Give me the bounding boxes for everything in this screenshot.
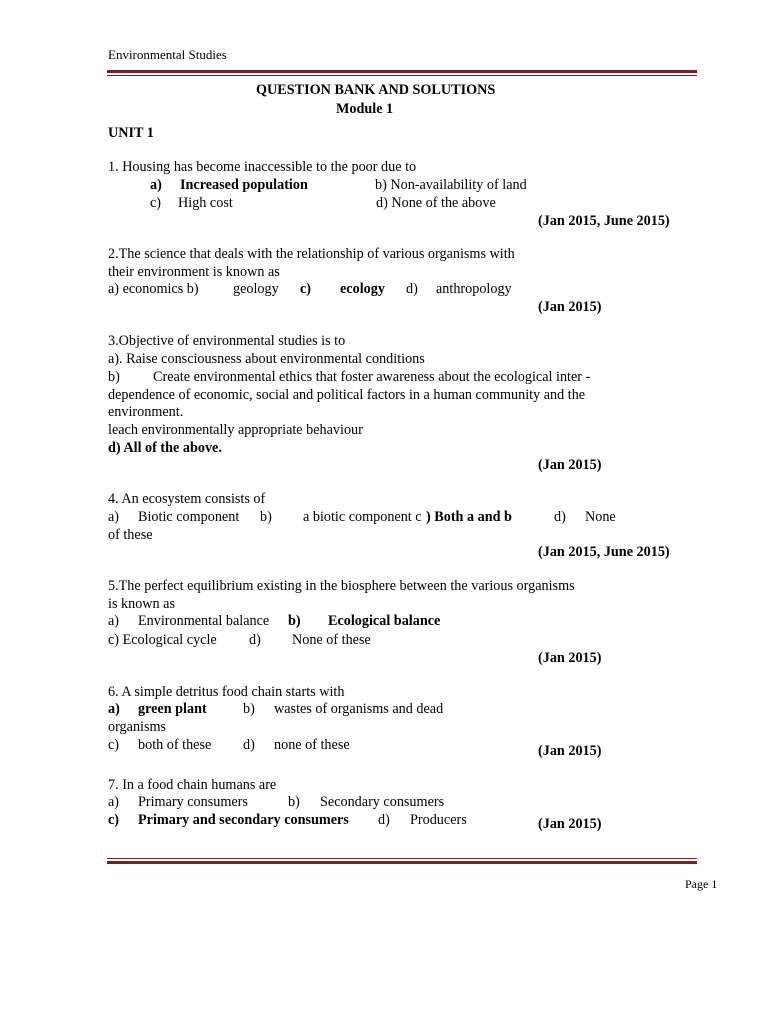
q1-option-d: d) None of the above	[376, 195, 496, 211]
q2-option-d-letter: d)	[406, 281, 418, 297]
q2-source: (Jan 2015)	[538, 299, 602, 315]
header-rule-thick	[107, 70, 697, 73]
q2-option-d: anthropology	[436, 281, 512, 297]
q7-question: 7. In a food chain humans are	[108, 777, 277, 793]
q4-source: (Jan 2015, June 2015)	[538, 544, 670, 560]
q5-option-a: Environmental balance	[138, 613, 270, 629]
q6-source: (Jan 2015)	[538, 743, 602, 759]
q5-question-line1: 5.The perfect equilibrium existing in the biosphere between the various organisms	[108, 578, 575, 594]
q4-option-b: a biotic component c	[303, 509, 422, 525]
q6-option-d: none of these	[274, 737, 350, 753]
q6-option-a-answer: green plant	[138, 701, 207, 717]
q7-option-c-letter: c)	[108, 812, 120, 828]
q2-question-line1: 2.The science that deals with the relationship of various organisms with	[108, 246, 515, 262]
q6-question: 6. A simple detritus food chain starts with	[108, 684, 345, 700]
q5-source: (Jan 2015)	[538, 650, 602, 666]
q3-question: 3.Objective of environmental studies is to	[108, 333, 346, 349]
footer-rule-thick	[107, 861, 697, 864]
header-rule-thin	[107, 75, 697, 76]
q1-option-c-letter: c)	[150, 195, 162, 211]
q4-option-d-line2: of these	[108, 527, 153, 543]
q3-option-b-line2: dependence of economic, social and political factors in a human community and the	[108, 387, 586, 403]
q3-option-c: leach environmentally appropriate behaviour	[108, 422, 363, 438]
q4-option-d-letter: d)	[554, 509, 566, 525]
q6-option-c-letter: c)	[108, 737, 120, 753]
q7-option-a: Primary consumers	[138, 794, 248, 810]
q6-option-b-line2: organisms	[108, 719, 167, 735]
q1-option-a-letter: a)	[150, 177, 162, 193]
q6-option-d-letter: d)	[243, 737, 255, 753]
q3-option-b-line3: environment.	[108, 404, 184, 420]
unit-heading: UNIT 1	[108, 125, 154, 141]
q5-option-d-letter: d)	[249, 632, 261, 648]
q3-option-d-answer: d) All of the above.	[108, 440, 222, 456]
q3-source: (Jan 2015)	[538, 457, 602, 473]
q5-option-d: None of these	[292, 632, 371, 648]
q2-option-b: geology	[233, 281, 279, 297]
running-header: Environmental Studies	[108, 47, 227, 62]
q4-option-b-letter: b)	[260, 509, 272, 525]
q3-option-b: Create environmental ethics that foster awareness about the ecological inter -	[153, 369, 591, 385]
q1-option-c: High cost	[178, 195, 233, 211]
q4-option-d: None	[585, 509, 616, 525]
q1-option-b: b) Non-availability of land	[375, 177, 527, 193]
q4-option-c-answer: ) Both a and b	[426, 509, 512, 525]
footer-rule-thin	[107, 858, 697, 859]
q2-option-a: a) economics b)	[108, 281, 199, 297]
q5-question-line2: is known as	[108, 596, 175, 612]
q5-option-c: c) Ecological cycle	[108, 632, 217, 648]
q7-option-d-letter: d)	[378, 812, 390, 828]
q1-question: 1. Housing has become inaccessible to the poor due to	[108, 159, 417, 175]
q3-option-a: a). Raise consciousness about environmental conditions	[108, 351, 425, 367]
module-heading: Module 1	[336, 101, 394, 117]
q6-option-a-letter: a)	[108, 701, 120, 717]
q4-option-a: Biotic component	[138, 509, 240, 525]
q7-option-b-letter: b)	[288, 794, 300, 810]
q1-source: (Jan 2015, June 2015)	[538, 213, 670, 229]
q3-option-b-letter: b)	[108, 369, 120, 385]
page-number: Page 1	[685, 877, 718, 891]
q6-option-c: both of these	[138, 737, 212, 753]
q2-question-line2: their environment is known as	[108, 264, 280, 280]
q4-question: 4. An ecosystem consists of	[108, 491, 266, 507]
q7-source: (Jan 2015)	[538, 816, 602, 832]
q1-option-a-answer: Increased population	[180, 177, 308, 193]
q6-option-b-letter: b)	[243, 701, 255, 717]
q7-option-d: Producers	[410, 812, 467, 828]
q2-option-c-letter: c)	[300, 281, 312, 297]
q6-option-b: wastes of organisms and dead	[274, 701, 444, 717]
document-title: QUESTION BANK AND SOLUTIONS	[256, 82, 496, 98]
q4-option-a-letter: a)	[108, 509, 120, 525]
q5-option-b-letter: b)	[288, 613, 301, 629]
q5-option-a-letter: a)	[108, 613, 120, 629]
q5-option-b-answer: Ecological balance	[328, 613, 441, 629]
q7-option-c-answer: Primary and secondary consumers	[138, 812, 349, 828]
q7-option-a-letter: a)	[108, 794, 120, 810]
q7-option-b: Secondary consumers	[320, 794, 445, 810]
q2-option-c-answer: ecology	[340, 281, 385, 297]
